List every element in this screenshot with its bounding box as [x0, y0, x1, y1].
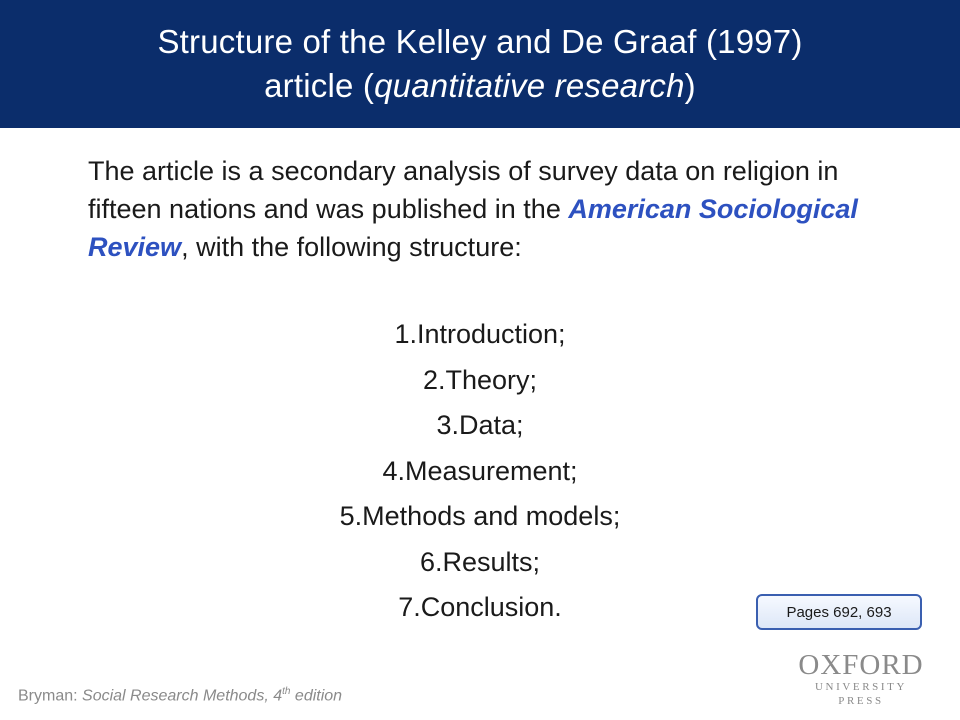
structure-item-data: 3.Data;: [436, 410, 524, 440]
title-line-2-suffix: ): [684, 67, 696, 104]
logo-word-oxford: OXFORD: [798, 649, 924, 681]
structure-item-theory: 2.Theory;: [422, 364, 538, 395]
title-line-2-prefix: article (: [264, 67, 375, 104]
intro-paragraph: [88, 152, 878, 266]
slide-title-line-2: [264, 64, 696, 108]
intro-text-part-2: , with the following structure:: [181, 232, 522, 262]
footer-edition-sup: th: [282, 686, 291, 697]
slide-title-line-1: Structure of the Kelley and De Graaf (1997): [157, 23, 803, 60]
structure-item-introduction: 1.Introduction;: [394, 319, 566, 349]
footer-edition-suffix: edition: [290, 687, 343, 705]
footer-book-title: Social Research Methods, 4: [82, 687, 283, 705]
pages-reference-label: Pages 692, 693: [786, 603, 892, 621]
article-structure-list: [0, 312, 960, 631]
footer-citation: [18, 686, 342, 705]
oxford-university-press-logo: [796, 650, 926, 708]
logo-word-university-press: UNIVERSITY PRESS: [815, 681, 907, 707]
journal-name-link[interactable]: American Sociological Review: [88, 194, 858, 262]
structure-item-conclusion: 7.Conclusion.: [398, 592, 562, 622]
structure-item-measurement: 4.Measurement;: [382, 455, 578, 486]
structure-item-methods: 5.Methods and models;: [339, 501, 621, 531]
structure-item-results: 6.Results;: [419, 546, 541, 577]
pages-reference-button[interactable]: [756, 594, 922, 630]
intro-text-part-1: The article is a secondary analysis of survey data on religion in fifteen nations and was published in the: [88, 156, 839, 224]
title-italic-phrase: quantitative research: [374, 67, 685, 104]
slide-header: [0, 0, 960, 128]
footer-author: Bryman:: [18, 687, 83, 705]
